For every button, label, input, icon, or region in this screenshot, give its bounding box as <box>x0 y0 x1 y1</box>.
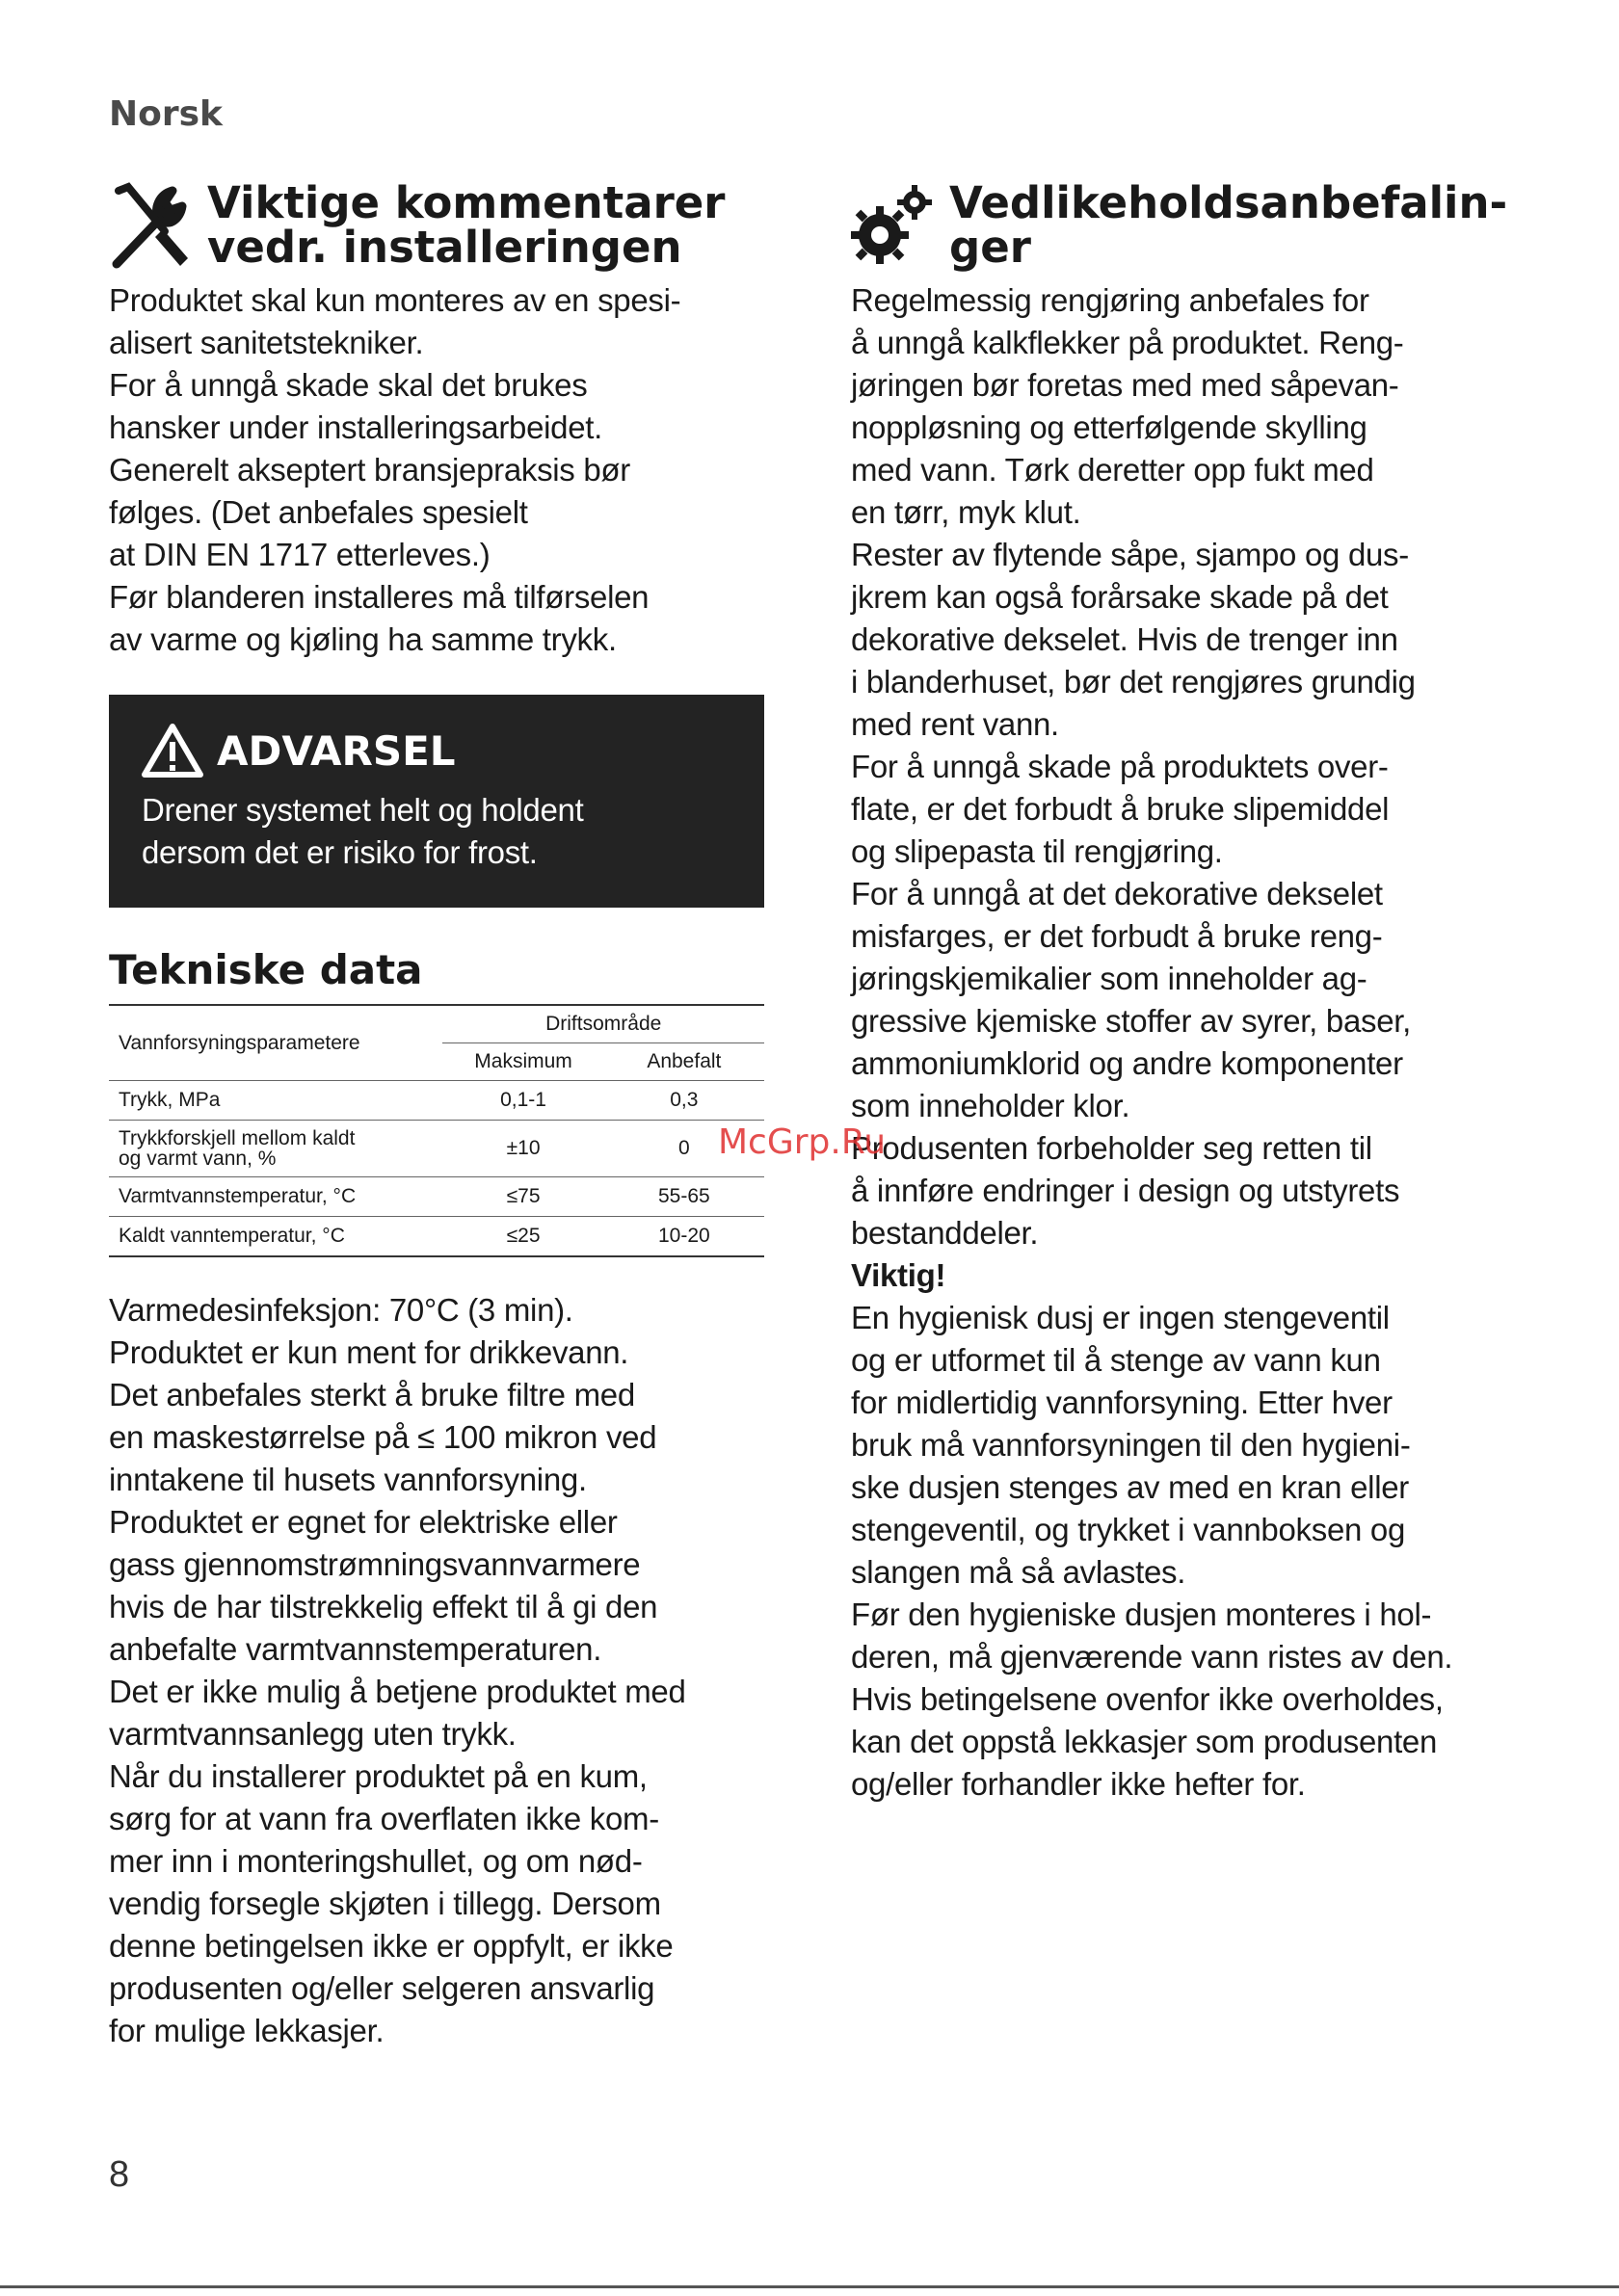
text-line: slangen må så avlastes. <box>851 1554 1186 1590</box>
text-line: bruk må vannforsyningen til den hygieni- <box>851 1427 1411 1463</box>
installation-title: Viktige kommentarer vedr. installeringen <box>207 177 726 273</box>
text-line: flate, er det forbudt å bruke slipemiddel <box>851 791 1390 827</box>
text-line: en maskestørrelse på ≤ 100 mikron ved <box>109 1419 657 1455</box>
text-line: jøringskjemikalier som inneholder ag- <box>851 961 1367 996</box>
text-line: For å unngå skade skal det brukes <box>109 367 588 403</box>
table-row <box>109 1177 764 1217</box>
text-line: Det anbefales sterkt å bruke filtre med <box>109 1377 635 1412</box>
tech-data-table <box>109 1004 764 1257</box>
text-line: Drener systemet helt og holdent <box>142 792 584 828</box>
text-line: jkrem kan også forårsake skade på det <box>851 579 1389 615</box>
bottom-divider <box>0 2285 1619 2288</box>
installation-section <box>109 177 764 661</box>
text-line: Det er ikke mulig å betjene produktet med <box>109 1674 686 1709</box>
table-row <box>109 1217 764 1257</box>
text-line: dekorative dekselet. Hvis de trenger inn <box>851 621 1398 657</box>
text-line: med rent vann. <box>851 706 1059 742</box>
text-line: En hygienisk dusj er ingen stengeventil <box>851 1300 1390 1335</box>
row-param: Kaldt vanntemperatur, °C <box>109 1217 442 1257</box>
text-line: for mulige lekkasjer. <box>109 2013 385 2048</box>
text-line: Produsenten forbeholder seg retten til <box>851 1130 1372 1166</box>
text-line: For å unngå at det dekorative dekselet <box>851 876 1383 911</box>
text-line: å unngå kalkflekker på produktet. Reng- <box>851 325 1404 360</box>
text-line: produsenten og/eller selgeren ansvarlig <box>109 1970 655 2006</box>
important-text <box>851 1297 1526 1806</box>
gears-icon <box>851 181 938 274</box>
text-line: og er utformet til å stenge av vann kun <box>851 1342 1381 1378</box>
text-line: ske dusjen stenges av med en kran eller <box>851 1469 1409 1505</box>
text-line: vendig forsegle skjøten i tillegg. Dersom <box>109 1886 661 1921</box>
important-label: Viktig! <box>851 1257 946 1293</box>
text-line: jøringen bør foretas med med såpevan- <box>851 367 1399 403</box>
text-line: Regelmessig rengjøring anbefales for <box>851 282 1369 318</box>
text-line: av varme og kjøling ha samme trykk. <box>109 621 617 657</box>
text-line: inntakene til husets vannforsyning. <box>109 1462 587 1497</box>
col-header-group: Driftsområde <box>545 1013 662 1035</box>
text-line: deren, må gjenværende vann ristes av den. <box>851 1639 1453 1675</box>
text-line: varmtvannsanlegg uten trykk. <box>109 1716 517 1752</box>
text-line: for midlertidig vannforsyning. Etter hver <box>851 1385 1393 1420</box>
col-header-max: Maksimum <box>442 1043 603 1081</box>
row-rec: 0 <box>604 1121 764 1177</box>
text-line: gass gjennomstrømningsvannvarmere <box>109 1546 641 1582</box>
row-max: 0,1-1 <box>442 1081 603 1121</box>
row-max: ±10 <box>442 1121 603 1177</box>
col-header-rec: Anbefalt <box>604 1043 764 1081</box>
maintenance-heading <box>851 177 1526 274</box>
row-rec: 0,3 <box>604 1081 764 1121</box>
text-line: å innføre endringer i design og utstyrets <box>851 1173 1400 1208</box>
text-line: følges. (Det anbefales spesielt <box>109 494 528 530</box>
text-line: Når du installerer produktet på en kum, <box>109 1758 648 1794</box>
text-line: Før den hygieniske dusjen monteres i hol- <box>851 1597 1432 1632</box>
text-line: denne betingelsen ikke er oppfylt, er ikke <box>109 1928 674 1964</box>
text-line: og/eller forhandler ikke hefter for. <box>851 1766 1306 1802</box>
text-line: ammoniumklorid og andre komponenter <box>851 1045 1403 1081</box>
table-row <box>109 1121 764 1177</box>
text-line: stengeventil, og trykket i vannboksen og <box>851 1512 1406 1547</box>
after-table-text <box>109 1289 783 2052</box>
row-param: Trykkforskjell mellom kaldt og varmt vann, % <box>109 1121 442 1177</box>
table-row <box>109 1081 764 1121</box>
col-header-param: Vannforsyningsparametere <box>119 1031 360 1054</box>
text-line: hansker under installeringsarbeidet. <box>109 409 603 445</box>
text-line: Hvis betingelsene ovenfor ikke overholdes, <box>851 1681 1444 1717</box>
maintenance-text <box>851 279 1526 1254</box>
warning-text <box>142 789 764 874</box>
warning-triangle-icon <box>142 723 203 779</box>
text-line: noppløsning og etterfølgende skylling <box>851 409 1367 445</box>
text-line: i blanderhuset, bør det rengjøres grundig <box>851 664 1416 699</box>
text-line: Produktet er egnet for elektriske eller <box>109 1504 618 1540</box>
row-param: Varmtvannstemperatur, °C <box>109 1177 442 1217</box>
row-param: Trykk, MPa <box>109 1081 442 1121</box>
text-line: Rester av flytende såpe, sjampo og dus- <box>851 537 1409 572</box>
text-line: gressive kjemiske stoffer av syrer, baser, <box>851 1003 1412 1039</box>
text-line: anbefalte varmtvannstemperaturen. <box>109 1631 602 1667</box>
text-line: Produktet er kun ment for drikkevann. <box>109 1334 629 1370</box>
language-label: Norsk <box>109 94 223 134</box>
text-line: Generelt akseptert bransjepraksis bør <box>109 452 630 488</box>
text-line: misfarges, er det forbudt å bruke reng- <box>851 918 1383 954</box>
text-line: sørg for at vann fra overflaten ikke kom- <box>109 1801 659 1836</box>
row-max: ≤75 <box>442 1177 603 1217</box>
text-line: kan det oppstå lekkasjer som produsenten <box>851 1724 1438 1759</box>
warning-box <box>109 695 764 908</box>
warning-title: ADVARSEL <box>217 726 456 775</box>
text-line: en tørr, myk klut. <box>851 494 1081 530</box>
text-line: og slipepasta til rengjøring. <box>851 833 1223 869</box>
text-line: at DIN EN 1717 etterleves.) <box>109 537 491 572</box>
text-line: Varmedesinfeksjon: 70°C (3 min). <box>109 1292 573 1328</box>
maintenance-title: Vedlikeholdsanbefalin- ger <box>949 177 1508 273</box>
tech-data-title: Tekniske data <box>109 946 423 993</box>
page-number: 8 <box>109 2154 130 2195</box>
row-rec: 55-65 <box>604 1177 764 1217</box>
watermark: McGrp.Ru <box>718 1122 887 1162</box>
text-line: hvis de har tilstrekkelig effekt til å gi den <box>109 1589 658 1624</box>
text-line: dersom det er risiko for frost. <box>142 834 538 870</box>
installation-text <box>109 279 764 661</box>
text-line: som inneholder klor. <box>851 1088 1130 1123</box>
warning-title-row <box>142 720 764 781</box>
text-line: bestanddeler. <box>851 1215 1039 1251</box>
maintenance-section <box>851 177 1526 1806</box>
text-line: med vann. Tørk deretter opp fukt med <box>851 452 1374 488</box>
row-max: ≤25 <box>442 1217 603 1257</box>
text-line: mer inn i monteringshullet, og om nød- <box>109 1843 643 1879</box>
text-line: alisert sanitetstekniker. <box>109 325 424 360</box>
tools-icon <box>109 181 196 274</box>
installation-heading <box>109 177 764 274</box>
text-line: Før blanderen installeres må tilførselen <box>109 579 650 615</box>
text-line: For å unngå skade på produktets over- <box>851 749 1389 784</box>
row-rec: 10-20 <box>604 1217 764 1257</box>
text-line: Produktet skal kun monteres av en spesi- <box>109 282 681 318</box>
